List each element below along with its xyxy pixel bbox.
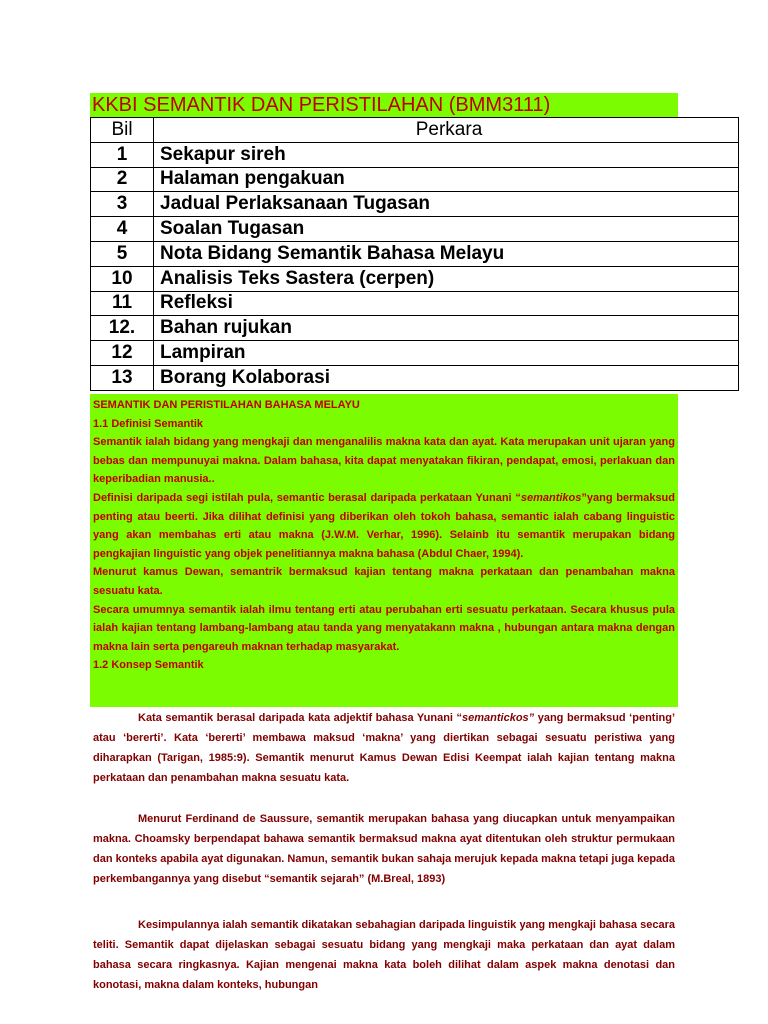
body-paragraph-conclusion (93, 915, 675, 995)
document-title: KKBI SEMANTIK DAN PERISTILAHAN (BMM3111) (90, 93, 678, 117)
header-perkara: Perkara (154, 118, 739, 143)
table-row (91, 167, 739, 192)
table-row (91, 217, 739, 242)
concept-section-title: 1.2 Konsep Semantik (93, 659, 204, 672)
origin-text-b: yang bermaksud ‘penting’ atau ‘bererti’. Kata ‘bererti’ membawa maksud ‘makna’ yang diertikan sebagai sesuatu peristiwa yang diharapkan (Tarigan, 1985:9). Semantik menurut Kamus Dewan Edisi Keempat ialah kajian tentang makna perkataan dan penambahan makna sesuatu kata. (93, 712, 675, 784)
table-row (91, 241, 739, 266)
row-bil: 4 (91, 217, 154, 242)
origin-paragraph (93, 708, 675, 788)
general-paragraph: Secara umumnya semantik ialah ilmu tentang erti atau perubahan erti sesuatu perkataan. Secara khusus pula ialah kajian tentang lambang-lambang atau tanda yang menyatakann makna , hubungan antara makna dengan makna lain serta pengareuh maknan terhadap masyarakat. (93, 603, 675, 653)
body-paragraph-origin (93, 708, 675, 788)
row-perkara: Bahan rujukan (154, 316, 739, 341)
row-perkara: Lampiran (154, 341, 739, 366)
notes-heading: SEMANTIK DAN PERISTILAHAN BAHASA MELAYU (93, 399, 360, 411)
body-paragraph-saussure (93, 809, 675, 889)
row-bil: 12. (91, 316, 154, 341)
saussure-paragraph: Menurut Ferdinand de Saussure, semantik merupakan bahasa yang diucapkan untuk menyampaikan makna. Choamsky berpendapat bahawa semantik bermaksud makna ayat ditentukan oleh struktur permukaan dan konteks apabila ayat digunakan. Namun, semantik bukan sahaja merujuk kepada makna tetapi juga kepada perkembangannya yang disebut “semantik sejarah” (M.Breal, 1893) (93, 813, 675, 885)
dictionary-paragraph: Menurut kamus Dewan, semantrik bermaksud kajian tentang makna perkataan dan penambahan makna sesuatu kata. (93, 566, 675, 597)
definition-section-title: 1.1 Definisi Semantik (93, 417, 204, 430)
table-header-row (91, 118, 739, 143)
term-definition-paragraph (93, 489, 675, 563)
row-bil: 10 (91, 266, 154, 291)
row-perkara: Borang Kolaborasi (154, 365, 739, 390)
row-perkara: Nota Bidang Semantik Bahasa Melayu (154, 241, 739, 266)
contents-table (90, 117, 739, 391)
row-bil: 5 (91, 241, 154, 266)
row-bil: 12 (91, 341, 154, 366)
row-bil: 13 (91, 365, 154, 390)
definition-paragraph: Semantik ialah bidang yang mengkaji dan menganalilis makna kata dan ayat. Kata merupakan unit ujaran yang bebas dan mempunuyai makna. Dalam bahasa, kita dapat menyatakan fikiran, pendapat, emosi, perlakuan dan keperibadian manusia.. (93, 436, 675, 486)
table-row (91, 142, 739, 167)
header-bil: Bil (91, 118, 154, 143)
origin-text-a: Kata semantik berasal daripada kata adjektif bahasa Yunani “ (138, 712, 463, 724)
row-perkara: Jadual Perlaksanaan Tugasan (154, 192, 739, 217)
table-row (91, 291, 739, 316)
semantic-notes-section (90, 394, 678, 707)
row-perkara: Halaman pengakuan (154, 167, 739, 192)
row-perkara: Sekapur sireh (154, 142, 739, 167)
row-perkara: Soalan Tugasan (154, 217, 739, 242)
table-row (91, 316, 739, 341)
term-semantickos: semantickos” (462, 712, 535, 724)
term-definition-text-b: ”yang bermaksud penting atau beerti. Jika dilihat definisi yang diberikan oleh tokoh bahasa, semantic ialah cabang linguistic yang akan membahas erti atau makna (J.W.M. Verhar, 1996). Selainb itu semantik merupakan bidang pengkajian linguistic yang objek penelitiannya makna bahasa (Abdul Chaer, 1994). (93, 491, 675, 560)
table-row (91, 266, 739, 291)
table-row (91, 192, 739, 217)
row-bil: 1 (91, 142, 154, 167)
conclusion-paragraph: Kesimpulannya ialah semantik dikatakan sebahagian daripada linguistik yang mengkaji bahasa secara teliti. Semantik dapat dijelaskan sebagai sesuatu bidang yang mengkaji maka perkataan dan ayat dalam bahasa secara ringkasnya. Kajian mengenai makna kata boleh dilihat dalam aspek makna denotasi dan konotasi, makna dalam konteks, hubungan (93, 919, 675, 991)
row-bil: 11 (91, 291, 154, 316)
table-row (91, 341, 739, 366)
row-bil: 2 (91, 167, 154, 192)
row-bil: 3 (91, 192, 154, 217)
table-row (91, 365, 739, 390)
term-semantikos: semantikos (520, 491, 582, 504)
row-perkara: Analisis Teks Sastera (cerpen) (154, 266, 739, 291)
row-perkara: Refleksi (154, 291, 739, 316)
term-definition-text-a: Definisi daripada segi istilah pula, semantic berasal daripada perkataan Yunani “ (93, 491, 521, 504)
